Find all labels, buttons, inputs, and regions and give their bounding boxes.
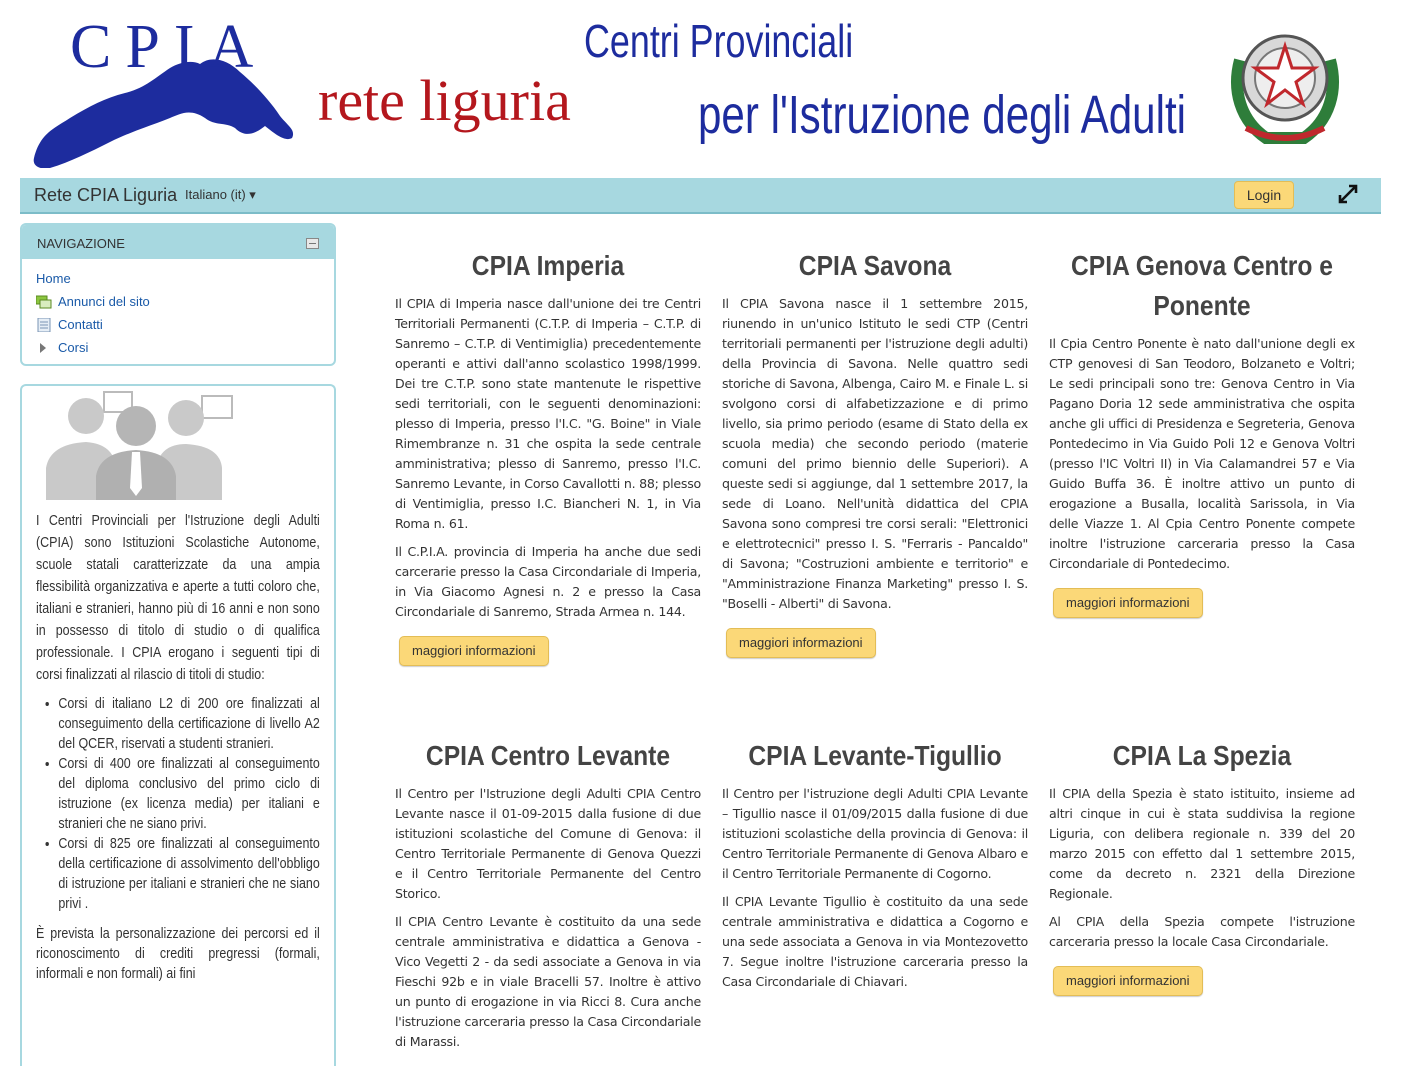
card-cpia-levante-tigullio [722, 736, 1028, 1000]
more-info-button[interactable]: maggiori informazioni [1053, 966, 1203, 996]
more-info-button[interactable]: maggiori informazioni [726, 628, 876, 658]
top-navbar [20, 178, 1381, 214]
login-button[interactable]: Login [1234, 181, 1294, 209]
people-group-icon [44, 388, 234, 500]
card-title: CPIA Genova Centro e Ponente [1071, 250, 1333, 321]
cpia-logo[interactable] [30, 8, 310, 168]
forum-icon [36, 295, 52, 309]
card-paragraph: Il Centro per l'istruzione degli Adulti CPIA Levante – Tigullio nasce il 01/09/2015 dalla fusione di due istituzioni scolastiche della provincia di Genova: il Centro Territoriale Permanente di Genova Albaro e il Centro Territoriale Permanente di Cogorno. [722, 786, 1028, 881]
nav-item-label[interactable]: Contatti [58, 317, 103, 332]
banner-tagline: rete liguria [318, 68, 571, 133]
info-text [36, 510, 320, 984]
fullscreen-expand-icon[interactable] [1338, 184, 1358, 204]
navigation-title: NAVIGAZIONE [37, 236, 125, 251]
card-paragraph: Il CPIA della Spezia è stato istituito, insieme ad altri cinque in cui è stata suddivisa la regione Liguria, con delibera regionale n. 339 del 20 marzo 2015 con effetto dal 1 settembre 2015, come da decreto n. 2321 della Direzione Regionale. [1049, 786, 1355, 901]
nav-item-label[interactable]: Annunci del sito [58, 294, 150, 309]
banner-title-line2: per l'Istruzione degli Adulti [698, 85, 1187, 145]
card-cpia-imperia [395, 246, 701, 666]
banner-title-line1: Centri Provinciali [584, 15, 854, 67]
card-paragraph: Al CPIA della Spezia compete l'istruzione carceraria presso la locale Casa Circondariale. [1049, 914, 1355, 949]
nav-item-contatti[interactable] [36, 313, 150, 336]
card-paragraph: Il CPIA Levante Tigullio è costituito da una sede centrale amministrativa e didattica a Cogorno e una sede associata a Genova in via Montezovetto 7. Segue inoltre l'istruzione carceraria presso la Casa Circondariale di Chiavari. [722, 894, 1028, 989]
card-paragraph: Il C.P.I.A. provincia di Imperia ha anche due sedi carcerarie presso la Casa Circondariale di Imperia, in Via Giacomo Agnesi n. 2 e presso la Casa Circondariale di Sanremo, Strada Armea n. 144. [395, 544, 701, 619]
card-paragraph: Il CPIA Savona nasce il 1 settembre 2015, riunendo in un'unico Istituto le sedi CTP (Centri territoriali permanenti per l'istruzione degli adulti) della Provincia di Savona. Nelle quattro sedi storiche di Savona, Albenga, Cairo M. e Finale L. si svolgono corsi di alfabetizzazione e di primo livello, sia primo periodo (esame di Stato della ex scuola media) che secondo periodo (materie comuni del primo biennio delle Superiori). A queste sedi si aggiunge, dal 1 settembre 2017, la sede di Loano. Nell'unità didattica del CPIA Savona sono compresi tre corsi serali: "Elettronici e elettrotecnici" presso I. S. "Ferraris - Pancaldo" di Savona; "Costruzioni ambiente e territorio" e "Amministrazione Finanza Marketing" presso I. S. "Boselli - Alberti" di Savona. [722, 296, 1028, 611]
page-icon [36, 318, 52, 332]
more-info-button[interactable]: maggiori informazioni [1053, 588, 1203, 618]
info-course-list [36, 694, 320, 914]
italian-republic-emblem-icon [1226, 20, 1344, 152]
card-cpia-savona [722, 246, 1028, 658]
nav-item-label[interactable]: Corsi [58, 340, 89, 355]
logo-letters: CPIA [70, 13, 268, 81]
navigation-block [20, 223, 336, 366]
card-paragraph: Il Centro per l'Istruzione degli Adulti CPIA Centro Levante nasce il 01-09-2015 dalla fusione di due istituzioni scolastiche del Comune di Genova: il Centro Territoriale Permanente di Genova Quezzi e il Centro Territoriale Permanente del Centro Storico. [395, 786, 701, 901]
nav-item-annunci[interactable] [36, 290, 150, 313]
card-title: CPIA La Spezia [1112, 740, 1292, 771]
card-cpia-la-spezia [1049, 736, 1355, 996]
site-brand-link[interactable]: Rete CPIA Liguria [34, 185, 178, 205]
list-item: • Corsi di 825 ore finalizzati al conseguimento della certificazione di assolvimento dell'obbligo di istruzione per italiani e stranieri che ne siano privi . [58, 834, 319, 914]
card-cpia-centro-levante [395, 736, 701, 1060]
card-title: CPIA Imperia [471, 250, 625, 281]
site-banner [0, 0, 1402, 176]
nav-item-home[interactable] [36, 267, 150, 290]
card-title: CPIA Levante-Tigullio [748, 740, 1002, 771]
card-cpia-genova [1049, 246, 1355, 618]
language-menu[interactable]: Italiano (it) ▾ [185, 187, 256, 202]
card-title: CPIA Centro Levante [425, 740, 671, 771]
list-item: • Corsi di italiano L2 di 200 ore finalizzati al conseguimento della certificazione di livello A2 del QCER, riservati a studenti stranieri. [58, 694, 319, 754]
info-closing: È prevista la personalizzazione dei percorsi ed il riconoscimento di crediti pregressi (formali, informali e non formali) ai fini [36, 926, 320, 982]
card-paragraph: Il Cpia Centro Ponente è nato dall'unione degli ex CTP genovesi di San Teodoro, Bolzaneto e Voltri; Le sedi principali sono tre: Genova Centro in Via Pagano Doria 12 sede amministrativa che ospita anche gli uffici di Presidenza e Segreteria, Genova Pontedecimo in Via Guido Poli 12 e Genova Voltri (presso l'IC Voltri II) in Via Calamandrei 57 e Via Guido Buffa 36. È inoltre attivo un punto di erogazione a Busalla, località Sarissola, in Via delle Viazze 1. Al Cpia Centro Ponente compete inoltre l'istruzione carceraria presso la Casa Circondariale di Pontedecimo. [1049, 336, 1355, 571]
card-paragraph: Il CPIA di Imperia nasce dall'unione dei tre Centri Territoriali Permanenti (C.T.P. di Imperia – C.T.P. di Sanremo – C.T.P. di Ventimiglia) precedentemente operanti e attivi dall'anno scolastico 1998/1999. Dei tre C.T.P. sono state mantenute le rispettive sedi territoriali, con le seguenti denominazioni: plesso di Imperia, presso l'I.C. "G. Boine" in Viale Rimembranze n. 31 che ospita la sede centrale amministrativa; plesso di Sanremo, presso l'I.C. Sanremo Levante, in Corso Cavallotti n. 88; plesso di Ventimiglia, presso I.C. Biancheri N. 1, in Via Roma n. 61. [395, 296, 701, 531]
card-title: CPIA Savona [798, 250, 952, 281]
expand-arrow-icon[interactable] [36, 341, 52, 355]
collapse-block-icon[interactable] [306, 238, 319, 249]
info-intro: I Centri Provinciali per l'Istruzione degli Adulti (CPIA) sono Istituzioni Scolastiche Autonome, scuole statali caratterizzate da una ampia flessibilità organizzativa e aperte a tutti coloro che, italiani e stranieri, hanno più di 16 anni e non sono in possesso di titolo di studio o di qualifica professionale. I CPIA erogano i seguenti tipi di corsi finalizzati al rilascio di titoli di studio: [36, 513, 320, 683]
nav-item-corsi[interactable] [36, 336, 150, 359]
list-item: • Corsi di 400 ore finalizzati al conseguimento del diploma conclusivo del primo ciclo di istruzione (ex licenza media) per italiani e stranieri che ne siano privi. [58, 754, 319, 834]
nav-item-label[interactable]: Home [36, 271, 71, 286]
card-paragraph: Il CPIA Centro Levante è costituito da una sede centrale amministrativa e didattica a Genova - Vico Vegetti 2 - da sedi associate a Genova in via Fieschi 92b e in viale Bracelli 57. Inoltre è attivo un punto di erogazione in via Ricci 8. Cura anche l'istruzione carceraria presso la Casa Circondariale di Marassi. [395, 914, 701, 1049]
more-info-button[interactable]: maggiori informazioni [399, 636, 549, 666]
info-block [20, 384, 336, 1066]
